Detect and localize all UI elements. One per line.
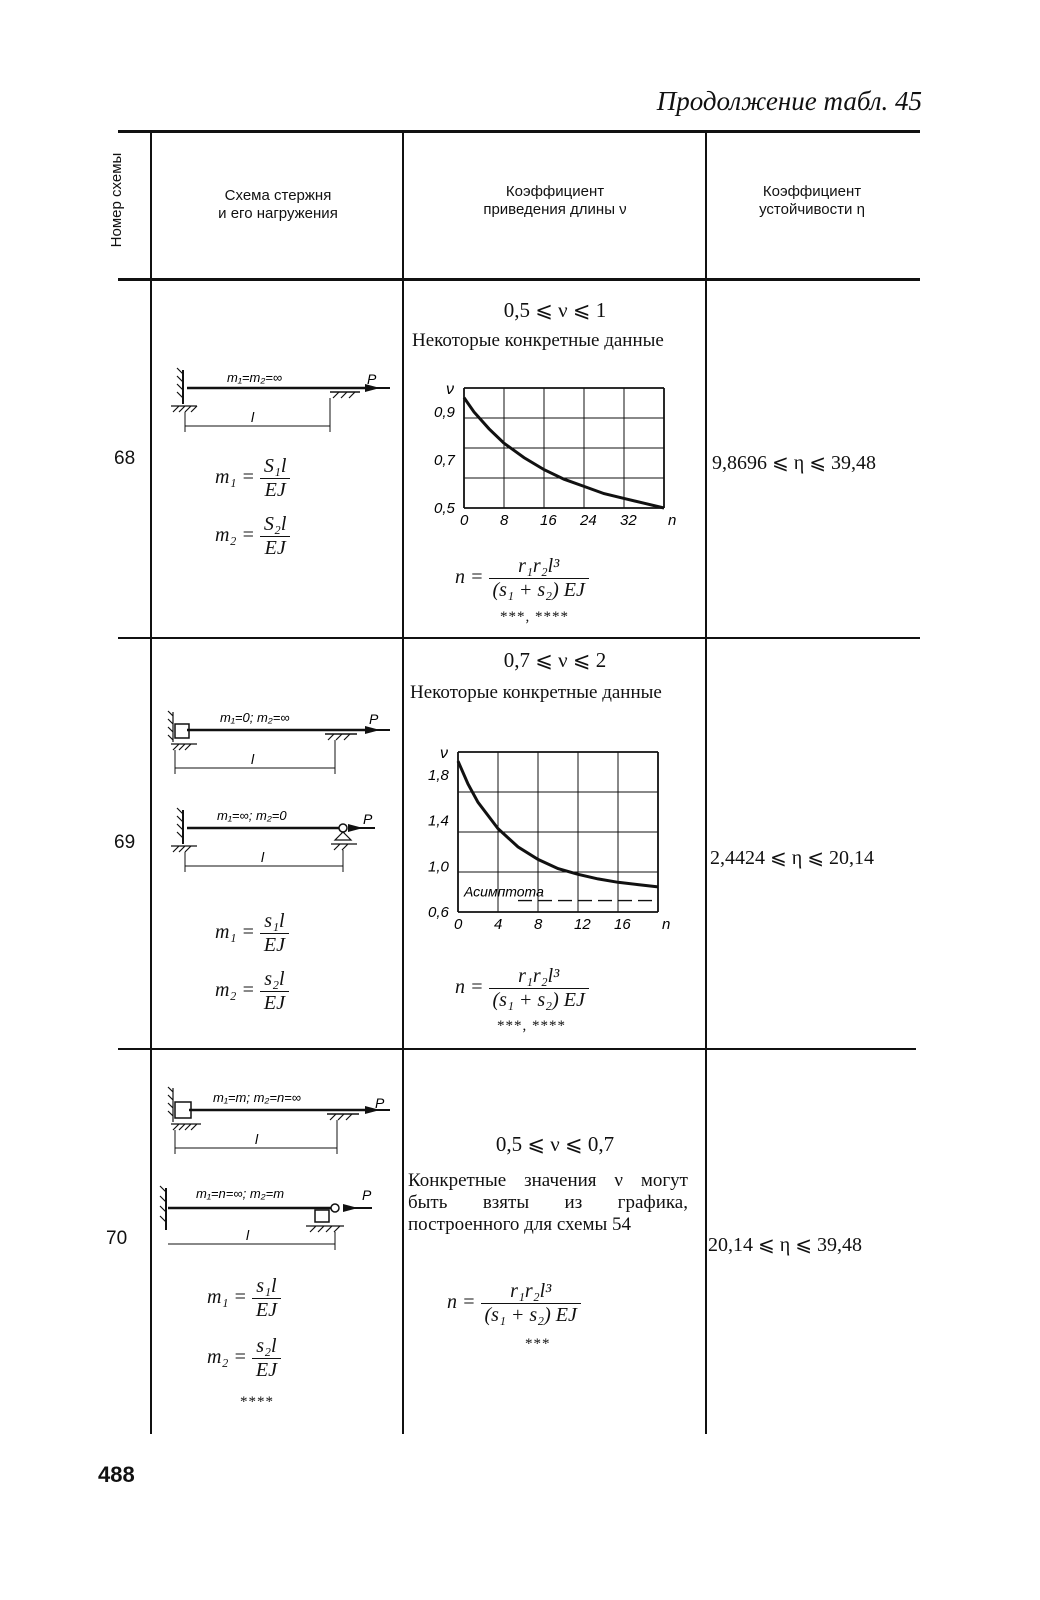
m1-denominator: EJ <box>255 1299 277 1321</box>
col-3-divider <box>705 131 707 1434</box>
nu-range: 0,5 ⩽ ν ⩽ 1 <box>503 298 607 322</box>
row-number: 70 <box>106 1228 128 1249</box>
series-line <box>464 398 664 508</box>
left-wall-hatch <box>168 1087 173 1122</box>
col-header-number: Номер схемы <box>108 152 125 248</box>
scheme-68-diagram <box>165 362 395 437</box>
right-support-hatch <box>328 734 350 740</box>
m2-numerator: s₂l <box>260 968 289 992</box>
y-tick-label: 0,9 <box>434 404 455 421</box>
left-spring-support <box>175 1102 191 1118</box>
n-formula <box>455 965 589 1012</box>
m1-denominator: EJ <box>263 934 285 956</box>
x-tick-label: 4 <box>494 916 503 933</box>
right-hinge <box>331 1204 339 1212</box>
col-header-scheme-line2: и его нагружения <box>218 205 338 222</box>
left-spring-support <box>175 724 189 738</box>
x-axis-label: n <box>668 512 677 529</box>
x-tick-label: 0 <box>454 916 463 933</box>
col-2-divider <box>402 131 404 1434</box>
force-label: P <box>363 811 373 827</box>
m2-denominator: EJ <box>255 1359 277 1381</box>
footnote-marks: *** <box>525 1336 551 1352</box>
nu-description: Конкретные значения ν могут быть взяты из графика, построенного для схемы 54 <box>408 1170 688 1235</box>
m2-formula <box>215 513 290 560</box>
row-number: 68 <box>114 448 136 469</box>
footnote-marks: **** <box>240 1394 274 1410</box>
header-bottom-rule <box>118 278 920 281</box>
nu-chart-68 <box>422 384 682 534</box>
footnote-marks: ***, **** <box>500 609 569 625</box>
n-lhs: n = <box>447 1291 476 1314</box>
force-label: P <box>367 371 377 387</box>
col-header-eta <box>712 183 912 219</box>
scheme-70-diagram-b <box>150 1180 390 1255</box>
n-numerator: r₁r₂l³ <box>489 965 589 989</box>
col-header-scheme <box>160 187 396 223</box>
right-support-hatch <box>330 1114 352 1120</box>
n-lhs: n = <box>455 566 484 589</box>
m1-formula <box>207 1275 281 1322</box>
nu-description: Некоторые конкретные данные <box>410 682 662 703</box>
table-top-rule <box>118 130 920 133</box>
x-tick-label: 24 <box>580 512 597 529</box>
m2-lhs: m₂ = <box>207 1346 247 1369</box>
m1-denominator: EJ <box>264 479 286 501</box>
col-header-nu <box>410 183 700 219</box>
x-tick-label: 0 <box>460 512 469 529</box>
x-axis-label: n <box>662 916 671 933</box>
y-tick-label: 1,4 <box>428 812 449 830</box>
x-tick-label: 32 <box>620 512 637 529</box>
asymptote-label: Асимптота <box>464 883 544 900</box>
force-label: P <box>362 1187 372 1203</box>
footnote-marks: ***, **** <box>497 1018 566 1034</box>
y-tick-label: 0,7 <box>434 452 455 469</box>
nu-range: 0,5 ⩽ ν ⩽ 0,7 <box>495 1132 615 1156</box>
col-header-nu-line2: приведения длины ν <box>483 201 627 218</box>
stiffness-label: m₁=n=∞; m₂=m <box>196 1186 285 1201</box>
n-formula <box>447 1280 581 1327</box>
m2-formula <box>215 968 289 1015</box>
m1-numerator: s₁l <box>260 910 289 934</box>
series-line <box>458 761 658 887</box>
m2-formula <box>207 1335 281 1382</box>
y-tick-label: 1,0 <box>428 858 449 876</box>
nu-chart-69 <box>420 742 680 942</box>
y-tick-label: 1,8 <box>428 766 449 784</box>
n-numerator: r₁r₂l³ <box>489 555 589 579</box>
m2-lhs: m₂ = <box>215 979 255 1002</box>
y-tick-label: 0,5 <box>434 500 455 517</box>
n-denominator: (s₁ + s₂) EJ <box>492 579 585 601</box>
left-support-hatch <box>171 1124 201 1130</box>
n-lhs: n = <box>455 976 484 999</box>
scheme-69-diagram-b <box>165 800 395 875</box>
col-header-scheme-line1: Схема стержня <box>224 187 332 204</box>
n-denominator: (s₁ + s₂) EJ <box>492 989 585 1011</box>
length-label: l <box>251 751 255 767</box>
m1-lhs: m₁ = <box>207 1286 247 1309</box>
stiffness-label: m₁=0; m₂=∞ <box>220 710 290 725</box>
row-number: 69 <box>114 832 136 853</box>
eta-range: 2,4424 ⩽ η ⩽ 20,14 <box>710 847 874 869</box>
left-support-hatch <box>171 846 197 852</box>
nu-description: Некоторые конкретные данные <box>412 330 664 351</box>
m1-lhs: m₁ = <box>215 466 255 489</box>
m1-lhs: m₁ = <box>215 921 255 944</box>
m1-formula <box>215 910 289 957</box>
col-header-eta-line1: Коэффициент <box>762 183 862 200</box>
nu-range: 0,7 ⩽ ν ⩽ 2 <box>503 648 607 672</box>
m2-denominator: EJ <box>264 537 286 559</box>
x-tick-label: 8 <box>500 512 509 529</box>
m2-denominator: EJ <box>263 992 285 1014</box>
right-support-hatch <box>306 1226 344 1232</box>
table-continuation-title: Продолжение табл. 45 <box>656 86 922 116</box>
left-support-hatch <box>171 406 197 412</box>
x-tick-label: 16 <box>614 916 631 933</box>
force-label: P <box>369 711 379 727</box>
stiffness-label: m₁=m₂=∞ <box>227 370 283 385</box>
m2-numerator: S₂l <box>260 513 291 537</box>
x-tick-label: 16 <box>540 512 557 529</box>
m1-numerator: S₁l <box>260 455 291 479</box>
y-tick-label: 0,6 <box>428 904 449 921</box>
y-axis-label: ν <box>440 745 448 762</box>
right-hinge <box>339 824 347 832</box>
m2-numerator: s₂l <box>252 1335 281 1359</box>
n-formula <box>455 555 589 602</box>
stiffness-label: m₁=m; m₂=n=∞ <box>213 1090 302 1105</box>
x-tick-label: 8 <box>534 916 543 933</box>
length-label: l <box>255 1131 259 1147</box>
m1-formula <box>215 455 290 502</box>
row-68-bottom-rule <box>118 637 920 639</box>
left-support-hatch <box>171 744 197 750</box>
right-roller <box>335 832 351 840</box>
right-support-hatch <box>331 844 357 850</box>
force-label: P <box>375 1095 385 1111</box>
n-numerator: r₁r₂l³ <box>481 1280 581 1304</box>
y-axis-label: ν <box>446 384 454 398</box>
length-label: l <box>251 409 255 425</box>
m2-lhs: m₂ = <box>215 524 255 547</box>
left-wall-hatch <box>168 711 173 742</box>
length-label: l <box>261 849 265 865</box>
col-header-nu-line1: Коэффициент <box>505 183 605 200</box>
stiffness-label: m₁=∞; m₂=0 <box>217 808 287 823</box>
m1-numerator: s₁l <box>252 1275 281 1299</box>
n-denominator: (s₁ + s₂) EJ <box>484 1304 577 1326</box>
eta-range: 20,14 ⩽ η ⩽ 39,48 <box>708 1234 862 1256</box>
x-tick-label: 12 <box>574 916 591 933</box>
right-support-hatch <box>333 392 355 398</box>
scheme-69-diagram-a <box>165 702 395 777</box>
eta-range: 9,8696 ⩽ η ⩽ 39,48 <box>712 452 876 474</box>
row-69-bottom-rule <box>118 1048 916 1050</box>
right-spring-support <box>315 1210 329 1222</box>
scheme-70-diagram-a <box>165 1080 395 1155</box>
col-header-eta-line2: устойчивости η <box>759 201 865 218</box>
page-number: 488 <box>98 1462 135 1487</box>
length-label: l <box>246 1227 250 1243</box>
